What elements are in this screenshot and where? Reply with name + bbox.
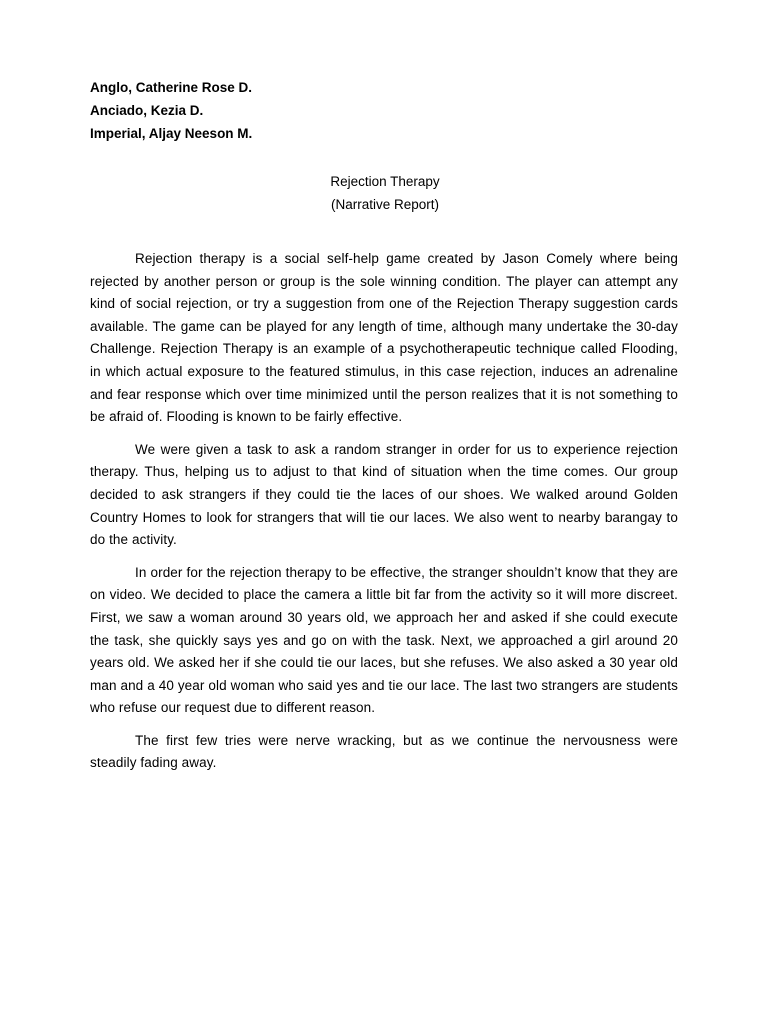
author-name: Anglo, Catherine Rose D. xyxy=(90,80,253,95)
body-paragraph: The first few tries were nerve wracking, but as we continue the nervousness were steadily fading away. xyxy=(90,732,678,771)
document-subtitle: (Narrative Report) xyxy=(330,197,440,212)
body-paragraph: In order for the rejection therapy to be effective, the stranger shouldn’t know that they are on video. We decided to place the camera a little bit far from the activity so it will more discreet. First, we saw a woman around 30 years old, we approach her and asked if she could execute the task, she quickly says yes and go on with the task. Next, we approached a girl around 20 years old. We asked her if she could tie our laces, but she refuses. We also asked a 30 year old man and a 40 year old woman who said yes and tie our lace. The last two strangers are students who refuse our request due to different reason. xyxy=(90,564,678,716)
title-block xyxy=(0,170,768,216)
body-paragraph: We were given a task to ask a random stranger in order for us to experience rejection therapy. Thus, helping us to adjust to that kind of situation when the time comes. Our group decided to ask strangers if they could tie the laces of our shoes. We walked around Golden Country Homes to look for strangers that will tie our laces. We also went to nearby barangay to do the activity. xyxy=(90,441,678,548)
body-paragraph: Rejection therapy is a social self-help game created by Jason Comely where being rejected by another person or group is the sole winning condition. The player can attempt any kind of social rejection, or try a suggestion from one of the Rejection Therapy suggestion cards available. The game can be played for any length of time, although many undertake the 30-day Challenge. Rejection Therapy is an example of a psychotherapeutic technique called Flooding, in which actual exposure to the featured stimulus, in this case rejection, induces an adrenaline and fear response which over time minimized until the person realizes that it is not something to be afraid of. Flooding is known to be fairly effective. xyxy=(90,251,678,425)
author-list xyxy=(90,76,490,145)
author-name: Imperial, Aljay Neeson M. xyxy=(90,126,253,141)
author-name: Anciado, Kezia D. xyxy=(90,103,204,118)
document-body xyxy=(90,248,678,785)
document-title: Rejection Therapy xyxy=(330,174,440,189)
